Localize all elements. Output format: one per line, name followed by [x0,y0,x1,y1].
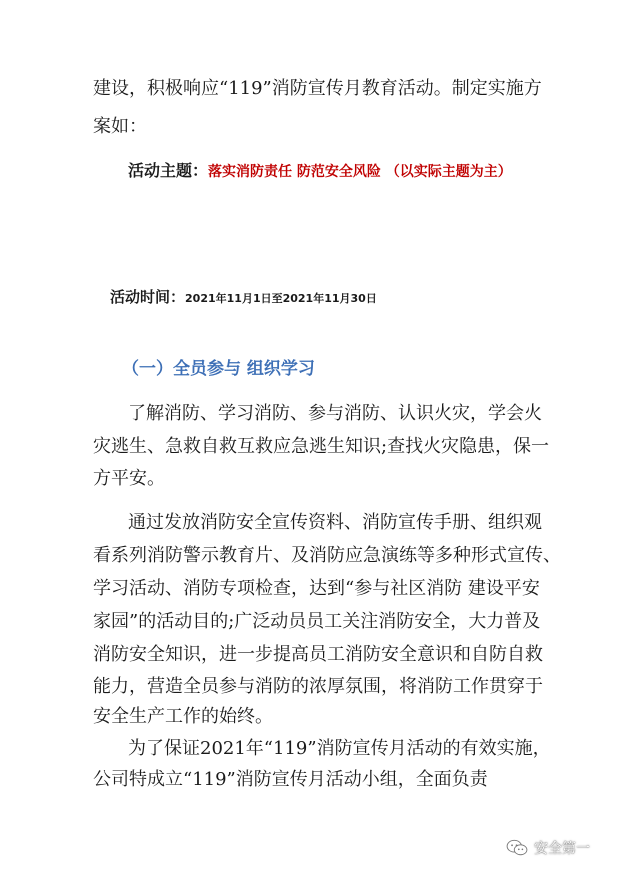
paragraph2-line-7: 安全生产工作的始终。 [93,706,273,727]
wechat-watermark [506,838,590,858]
theme-value: 落实消防责任 防范安全风险 （以实际主题为主） [208,164,512,180]
paragraph2-line-5: 消防安全知识，进一步提高员工消防安全意识和自防自救 [93,644,543,665]
wechat-icon [506,839,528,857]
intro-line-2: 案如： [93,116,147,137]
paragraph1-line-2: 灾逃生、急救自救互救应急逃生知识;查找火灾隐患，保一 [93,436,550,457]
paragraph2-line-4: 家园”的活动目的;广泛动员员工关注消防安全，大力普及 [93,611,541,632]
theme-line [128,158,512,185]
paragraph1-line-3: 方平安。 [93,468,165,489]
theme-label: 活动主题： [128,161,209,180]
paragraph2-line-2: 看系列消防警示教育片、及消防应急演练等多种形式宣传、 [93,545,561,566]
time-label: 活动时间： [110,288,186,306]
paragraph1-line-1: 了解消防、学习消防、参与消防、认识火灾，学会火 [128,403,542,424]
paragraph2-line-1: 通过发放消防安全宣传资料、消防宣传手册、组织观 [128,512,542,533]
paragraph2-line-3: 学习活动、消防专项检查，达到“参与社区消防 建设平安 [93,578,540,599]
time-value: 2021年11月1日至2021年11月30日 [185,292,377,305]
paragraph3-line-1: 为了保证2021年“119”消防宣传月活动的有效实施， [128,738,551,759]
time-line [110,284,377,312]
paragraph2-line-6: 能力，营造全员参与消防的浓厚氛围，将消防工作贯穿于 [93,676,543,697]
intro-line-1: 建设，积极响应“119”消防宣传月教育活动。制定实施方 [93,78,542,99]
watermark-text: 安全第一 [534,841,590,857]
paragraph3-line-2: 公司特成立“119”消防宣传月活动小组，全面负责 [93,769,488,790]
section-heading: （一）全员参与 组织学习 [122,359,315,379]
